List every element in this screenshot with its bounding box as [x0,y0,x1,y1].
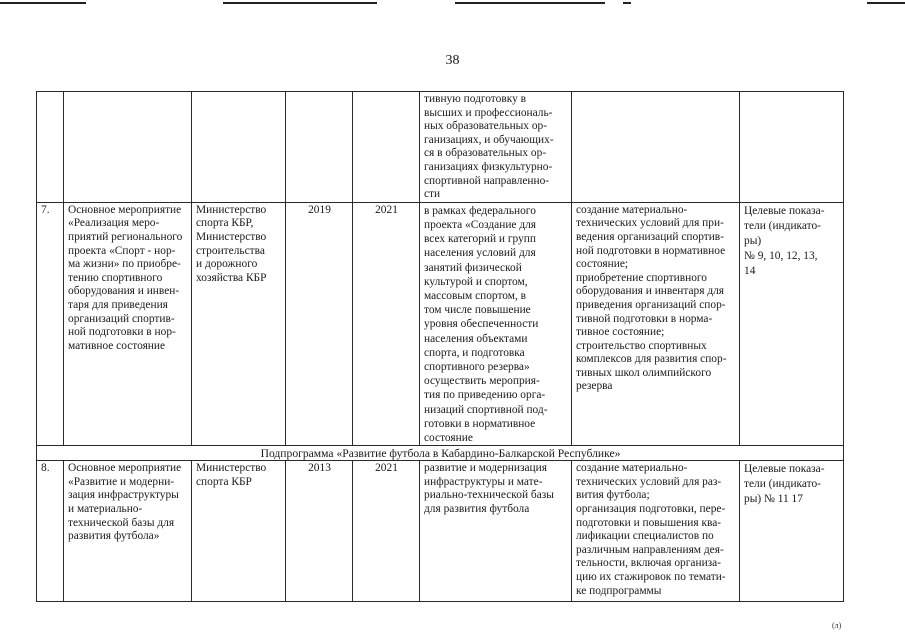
table-row-subprogram [37,446,844,461]
cell-end-year [353,92,420,203]
cell-text-line: сти [424,188,441,201]
cell-executor [192,92,286,203]
cell-text-line: приведения организаций спор- [576,298,726,311]
cell-text-line: резерва [576,380,613,393]
cell-text-line: № 9, 10, 12, 13, [744,249,818,262]
cell-text-line: Основное мероприятие [68,203,182,216]
cell-text-line: развитие и модернизация [424,462,547,475]
cell-text-line: тели (индикато- [744,219,821,232]
cell-event [64,92,192,203]
cell-event [64,461,192,602]
cell-text-line: низаций спортивной под- [424,403,548,416]
cell-text-line: Целевые показа- [744,204,825,217]
cell-text-line: Основное мероприятие [68,462,182,475]
scan-edge-line [867,2,905,4]
cell-text-line: Министерство [196,230,267,243]
cell-event [64,202,192,445]
cell-end-year: 2021 [353,202,420,445]
cell-text-line: тельности, включая организа- [576,557,722,570]
cell-text-line: хозяйства КБР [196,271,267,284]
cell-text-line: спорта КБР, [196,217,254,230]
cell-text-line: технической базы для [68,516,175,529]
table-row-7 [37,202,844,445]
cell-end-year: 2021 [353,461,420,602]
cell-text-line: технических условий для раз- [576,475,722,488]
cell-text-line: инфраструктуры и мате- [424,475,543,488]
cell-text-line: зация инфраструктуры [68,489,179,502]
cell-text-line: уровня обеспеченности [424,318,539,331]
cell-text-line: осуществить мероприя- [424,375,540,388]
cell-text-line: развития футбола» [68,530,160,543]
cell-indicators [740,202,844,445]
cell-num: 8. [37,461,64,602]
cell-text-line: оборудования и инвен- [68,285,180,298]
cell-text-line: тивное состояние; [576,326,665,339]
cell-activities [420,202,572,445]
cell-text-line: создание материально- [576,462,688,475]
cell-text-line: состояние [424,432,473,444]
cell-text-line: занятий физической [424,261,522,274]
cell-text-line: тению спортивного [68,271,163,284]
table-row-8 [37,461,844,602]
scan-edge-line [455,2,605,4]
cell-text-line: ных образовательных ор- [424,120,548,133]
cell-text-line: мативное состояние [68,339,166,352]
cell-text-line: ной подготовки в нормативное [576,244,726,257]
cell-text-line: технических условий для при- [576,217,724,230]
scan-edge-line [623,2,631,4]
cell-text-line: ной подготовки в нор- [68,326,176,339]
cell-text-line: для развития футбола [424,502,530,515]
cell-num: 7. [37,202,64,445]
cell-text-line: спорта КБР [196,475,252,488]
cell-text-line: тивную подготовку в [424,93,526,105]
cell-text-line: «Развитие и модерни- [68,475,175,488]
cell-text-line: массовым спортом, в [424,289,527,302]
cell-text-line: ганизациях физкультурно- [424,160,553,173]
cell-results [572,92,740,203]
cell-text-line: и материально- [68,502,143,515]
cell-text-line: Министерство [196,203,267,216]
cell-text-line: создание материально- [576,203,688,216]
corner-mark: (л) [832,621,842,630]
program-table [36,91,844,602]
cell-activities [420,92,572,203]
cell-indicators [740,461,844,602]
scan-edge-line [0,2,86,4]
cell-results [572,461,740,602]
cell-text-line: риально-технической базы [424,489,554,502]
cell-text-line: цию их стажировок по темати- [576,570,726,583]
cell-results [572,202,740,445]
cell-text-line: спортивного резерва» [424,360,530,373]
cell-executor [192,461,286,602]
cell-text-line: таря для приведения [68,298,168,311]
cell-text-line: ры) № 11 17 [744,493,803,506]
cell-text-line: комплексов для развития спор- [576,353,727,366]
cell-text-line: «Реализация меро- [68,217,160,230]
cell-text-line: подготовки и повышения ква- [576,516,722,529]
cell-text-line: ке подпрограммы [576,584,662,597]
cell-text-line: состояние; [576,258,629,271]
cell-text-line: и дорожного [196,258,258,271]
cell-text-line: проекта «Спорт - нор- [68,244,176,257]
cell-text-line: тели (индикато- [744,478,821,491]
cell-text-line: 14 [744,264,756,277]
cell-activities [420,461,572,602]
subprogram-heading: Подпрограмма «Развитие футбола в Кабардино-Балкарской Республике» [37,446,844,461]
cell-text-line: проекта «Создание для [424,218,537,231]
cell-text-line: тивных школ олимпийского [576,366,712,379]
cell-text-line: спортивной направленно- [424,174,550,187]
cell-text-line: всех категорий и групп [424,233,536,246]
cell-num [37,92,64,203]
cell-start-year: 2013 [286,461,353,602]
cell-text-line: населения объектами [424,332,528,345]
cell-executor [192,202,286,445]
cell-text-line: оборудования и инвентаря для [576,285,725,298]
cell-text-line: ма жизни» по приобре- [68,258,181,271]
cell-text-line: Министерство [196,462,267,475]
cell-text-line: организаций спортив- [68,312,175,325]
cell-text-line: тия по приведению орга- [424,389,546,402]
cell-text-line: лификации специалистов по [576,530,714,543]
cell-text-line: тивной подготовки в норма- [576,312,713,325]
cell-text-line: том числе повышение [424,304,531,317]
cell-text-line: приятий регионального [68,230,183,243]
cell-text-line: вития футбола; [576,489,650,502]
cell-text-line: организация подготовки, пере- [576,502,726,515]
cell-text-line: строительства [196,244,265,257]
cell-text-line: спорта, и подготовка [424,346,525,359]
cell-start-year [286,92,353,203]
cell-text-line: ведения организаций спортив- [576,230,724,243]
cell-indicators [740,92,844,203]
cell-text-line: ганизациях, и обучающих- [424,133,554,146]
cell-text-line: приобретение спортивного [576,271,707,284]
cell-start-year: 2019 [286,202,353,445]
scan-edge-line [223,2,377,4]
cell-text-line: культурой и спортом, [424,275,528,288]
cell-text-line: готовки в нормативное [424,417,536,430]
cell-text-line: строительство спортивных [576,339,707,352]
cell-text-line: высших и профессиональ- [424,106,553,119]
page-number: 38 [445,53,460,68]
cell-text-line: ры) [744,234,762,247]
table-row-continued [37,92,844,203]
cell-text-line: в рамках федерального [424,204,536,217]
cell-text-line: населения условий для [424,247,536,260]
cell-text-line: ся в образовательных ор- [424,147,547,160]
cell-text-line: различным направлениям дея- [576,543,724,556]
cell-text-line: Целевые показа- [744,463,825,476]
